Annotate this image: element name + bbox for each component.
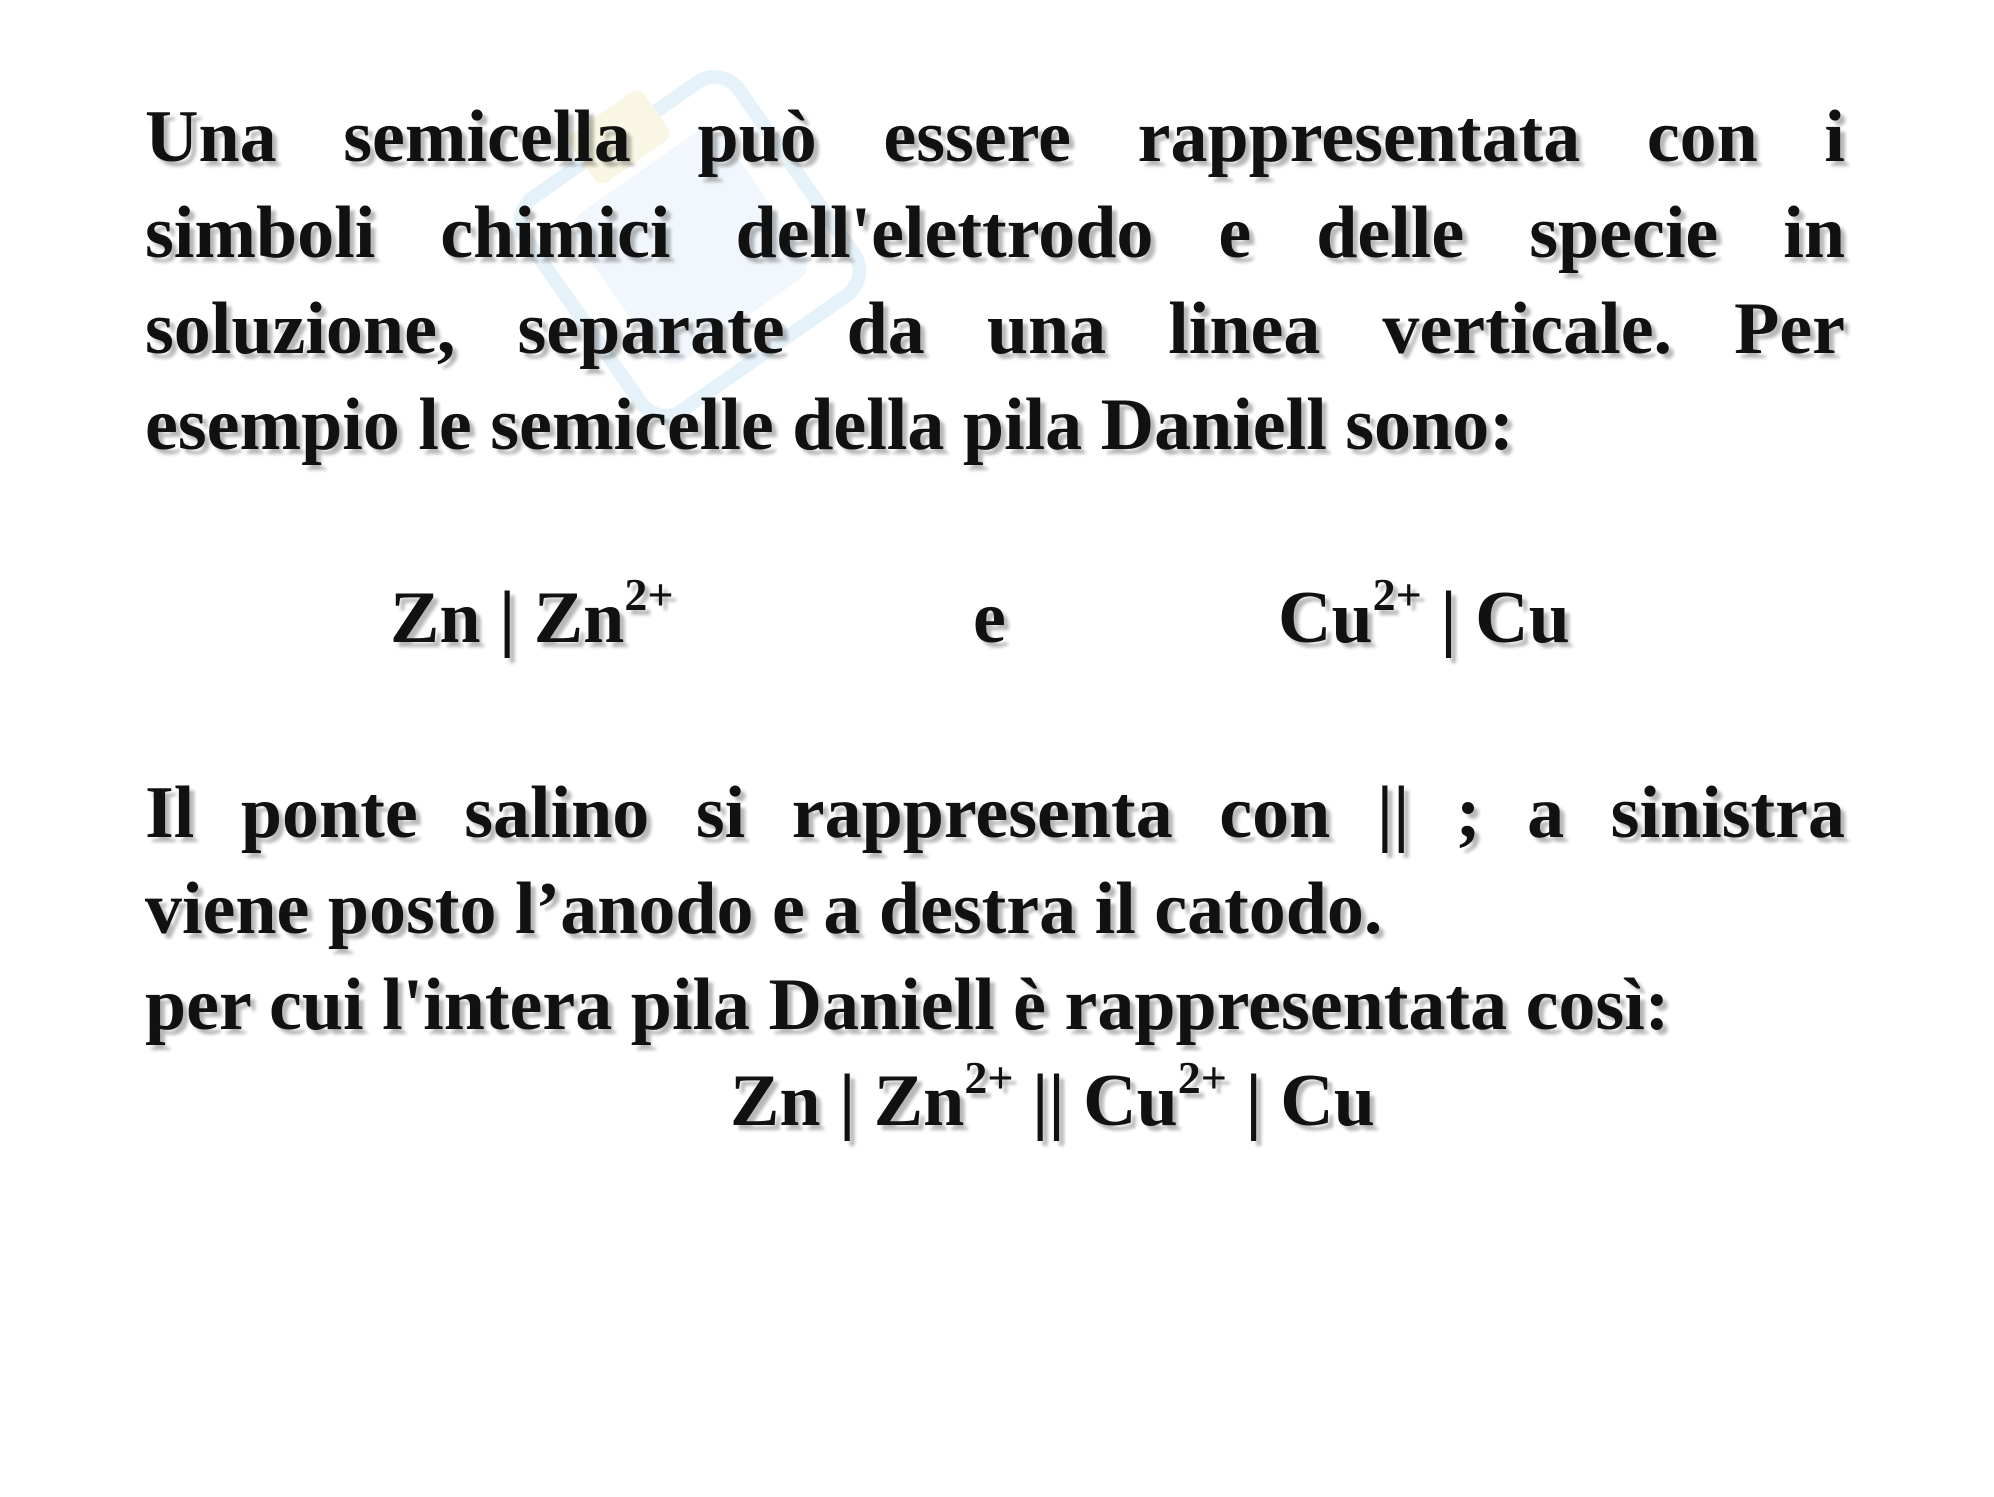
intro-line-2: simboli chimici dell'elettrodo e delle specie in	[145, 192, 1845, 274]
zinc-halfcell	[390, 570, 674, 666]
full-cell-sup2: 2+	[1177, 1052, 1227, 1104]
full-cell-part2: || Cu	[1013, 1060, 1178, 1142]
full-cell-part3: | Cu	[1226, 1060, 1375, 1142]
salt-bridge-paragraph	[145, 765, 1845, 957]
salt-bridge-line-2: viene posto l’anodo e a destra il catodo.	[145, 868, 1383, 950]
intro-line-4: esempio le semicelle della pila Daniell sono:	[145, 384, 1514, 466]
copper-charge: 2+	[1372, 569, 1422, 621]
full-cell-sup1: 2+	[964, 1052, 1014, 1104]
connector-word: e	[973, 577, 1006, 659]
copper-halfcell-tail: | Cu	[1421, 577, 1570, 659]
intro-line-3: soluzione, separate da una linea verticale. Per	[145, 288, 1845, 370]
daniell-cell-notation	[730, 1053, 1375, 1149]
zinc-halfcell-base: Zn | Zn	[390, 577, 625, 659]
intro-line-1: Una semicella può essere rappresentata con i	[145, 96, 1845, 178]
zinc-charge: 2+	[624, 569, 674, 621]
copper-halfcell-base: Cu	[1278, 577, 1373, 659]
full-cell-intro: per cui l'intera pila Daniell è rappresentata così:	[145, 964, 1670, 1046]
copper-halfcell	[1278, 570, 1570, 666]
salt-bridge-line-1: Il ponte salino si rappresenta con || ; a sinistra	[145, 772, 1845, 854]
intro-paragraph	[145, 89, 1845, 473]
full-cell-part1: Zn | Zn	[730, 1060, 965, 1142]
